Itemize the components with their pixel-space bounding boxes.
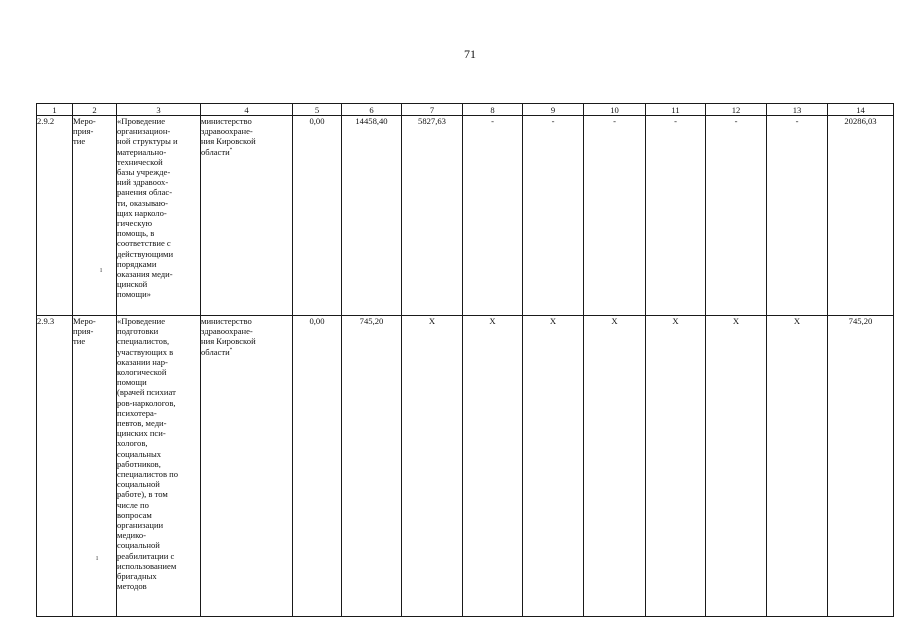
executor-line: министерство: [201, 316, 252, 326]
item-name-line: специалистов,: [117, 336, 170, 347]
item-name-line: помощь, в: [117, 228, 155, 239]
item-name-line: оказании нар-: [117, 356, 168, 367]
item-type: [73, 116, 117, 316]
item-name-line: кологической: [117, 367, 167, 378]
column-header-12: 12: [706, 104, 767, 116]
column-header-13: 13: [767, 104, 828, 116]
item-name-line: базы учрежде-: [117, 167, 171, 178]
item-name-line: помощи: [117, 377, 147, 388]
item-name-line: «Проведение: [117, 316, 166, 326]
scan-speck: ı: [100, 265, 103, 274]
item-name-line: подготовки: [117, 326, 159, 337]
item-name-line: использованием: [117, 560, 177, 571]
table-row: [37, 116, 894, 316]
value-col-8: -: [463, 116, 523, 316]
item-name-line: социальной: [117, 479, 160, 490]
column-header-9: 9: [523, 104, 584, 116]
value-col-7: X: [402, 316, 463, 617]
value-col-11: X: [646, 316, 706, 617]
item-name-line: ти, оказываю-: [117, 197, 169, 208]
item-name-line: ний здравоох-: [117, 177, 169, 188]
item-type-line: прия-: [73, 126, 94, 137]
executor-line: здравоохране-: [201, 126, 253, 137]
item-name-line: организацион-: [117, 126, 171, 137]
column-header-2: 2: [73, 104, 117, 116]
item-name-line: действующими: [117, 248, 174, 259]
table-row: [37, 316, 894, 617]
footnote-mark: *: [229, 347, 233, 353]
item-name-line: социальной: [117, 540, 160, 551]
budget-table: [36, 103, 894, 617]
item-name-line: соответствие с: [117, 238, 171, 249]
page-number: 71: [464, 47, 476, 61]
column-header-5: 5: [293, 104, 342, 116]
item-name-line: методов: [117, 581, 147, 592]
item-name-line: оказания меди-: [117, 269, 173, 280]
item-name-line: технической: [117, 156, 163, 167]
item-name-line: ров-наркологов,: [117, 397, 176, 408]
executor: [201, 116, 293, 316]
header-row: [37, 104, 894, 116]
item-name-line: организации: [117, 520, 164, 531]
column-header-11: 11: [646, 104, 706, 116]
item-name-line: гическую: [117, 218, 153, 229]
column-header-14: 14: [828, 104, 894, 116]
executor-line: здравоохране-: [201, 326, 253, 337]
item-name-line: работников,: [117, 458, 161, 469]
value-col-12: X: [706, 316, 767, 617]
item-name-line: работе), в том: [117, 489, 168, 500]
value-col-5: 0,00: [293, 316, 342, 617]
column-header-4: 4: [201, 104, 293, 116]
value-col-8: X: [463, 316, 523, 617]
row-number: 2.9.3: [37, 316, 73, 617]
value-col-9: X: [523, 316, 584, 617]
value-col-6: 14458,40: [342, 116, 402, 316]
item-name-line: щих нарколо-: [117, 207, 167, 218]
executor-line: ния Кировской: [201, 336, 256, 347]
item-name: [117, 316, 201, 617]
item-name-line: медико-: [117, 530, 147, 541]
item-name-line: певтов, меди-: [117, 418, 167, 429]
item-name-line: ной структуры и: [117, 136, 178, 147]
value-col-13: X: [767, 316, 828, 617]
item-name-line: психотера-: [117, 407, 157, 418]
footnote-mark: *: [229, 147, 233, 153]
item-name-line: участвующих в: [117, 346, 174, 357]
item-name: [117, 116, 201, 316]
item-type: [73, 316, 117, 617]
item-name-line: социальных: [117, 448, 162, 459]
value-col-13: -: [767, 116, 828, 316]
item-name-line: хологов,: [117, 438, 148, 449]
value-col-10: -: [584, 116, 646, 316]
item-name-line: реабилитации с: [117, 550, 175, 561]
value-col-10: X: [584, 316, 646, 617]
item-type-line: тие: [73, 336, 86, 347]
item-type-line: тие: [73, 136, 86, 147]
item-type-line: Меро-: [73, 116, 96, 126]
value-col-11: -: [646, 116, 706, 316]
column-header-6: 6: [342, 104, 402, 116]
item-name-line: специалистов по: [117, 469, 179, 480]
executor-line: области*: [201, 146, 233, 157]
item-name-line: порядками: [117, 258, 157, 269]
value-col-5: 0,00: [293, 116, 342, 316]
item-type-line: Меро-: [73, 316, 96, 326]
value-col-14: 745,20: [828, 316, 894, 617]
item-name-line: помощи»: [117, 289, 151, 300]
item-name-line: цинских пси-: [117, 428, 166, 439]
column-header-7: 7: [402, 104, 463, 116]
item-name-line: ранения облас-: [117, 187, 173, 198]
column-header-8: 8: [463, 104, 523, 116]
item-name-line: «Проведение: [117, 116, 166, 126]
value-col-7: 5827,63: [402, 116, 463, 316]
item-name-line: числе по: [117, 499, 149, 510]
executor-line: министерство: [201, 116, 252, 126]
item-name-line: вопросам: [117, 509, 152, 520]
column-header-3: 3: [117, 104, 201, 116]
scan-speck: ı: [96, 553, 99, 562]
item-name-line: цинской: [117, 279, 148, 290]
column-header-1: 1: [37, 104, 73, 116]
item-name-line: бригадных: [117, 571, 157, 582]
executor: [201, 316, 293, 617]
executor-line: области*: [201, 346, 233, 357]
row-number: 2.9.2: [37, 116, 73, 316]
item-name-line: (врачей психиат: [117, 387, 176, 398]
value-col-12: -: [706, 116, 767, 316]
value-col-6: 745,20: [342, 316, 402, 617]
executor-line: ния Кировской: [201, 136, 256, 147]
item-type-line: прия-: [73, 326, 94, 337]
item-name-line: материально-: [117, 146, 167, 157]
value-col-14: 20286,03: [828, 116, 894, 316]
column-header-10: 10: [584, 104, 646, 116]
value-col-9: -: [523, 116, 584, 316]
